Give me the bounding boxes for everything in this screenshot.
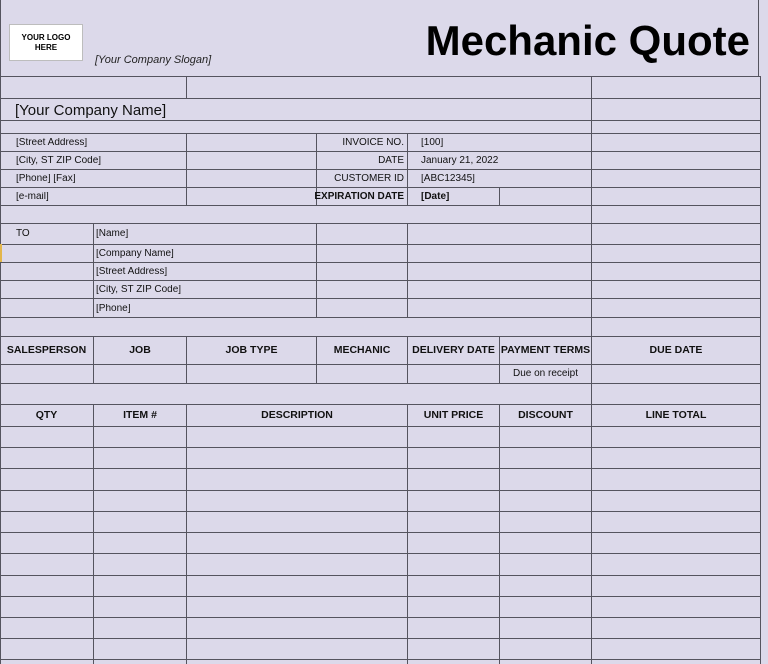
grid-line xyxy=(0,468,760,469)
to-label: TO xyxy=(16,229,30,239)
grid-line xyxy=(0,617,760,618)
header-job-type: JOB TYPE xyxy=(225,344,278,357)
expiration-date-label: EXPIRATION DATE xyxy=(314,192,404,202)
grid-line xyxy=(0,169,760,170)
to-street[interactable]: [Street Address] xyxy=(96,267,168,277)
grid-line xyxy=(93,223,94,317)
company-email[interactable]: [e-mail] xyxy=(16,192,49,202)
sheet-right-border xyxy=(758,0,759,76)
grid-line xyxy=(186,404,187,664)
grid-line xyxy=(0,317,760,318)
grid-line xyxy=(0,532,760,533)
grid-line xyxy=(0,151,760,152)
to-phone[interactable]: [Phone] xyxy=(96,304,131,314)
header-job: JOB xyxy=(129,344,151,357)
grid-line xyxy=(407,223,408,317)
grid-line xyxy=(0,553,760,554)
customer-id-value[interactable]: [ABC12345] xyxy=(421,174,475,184)
header-description: DESCRIPTION xyxy=(261,409,333,422)
header-salesperson: SALESPERSON xyxy=(6,344,87,357)
grid-line xyxy=(499,404,500,664)
grid-line xyxy=(407,404,408,664)
logo-text: YOUR LOGO HERE xyxy=(21,33,71,52)
grid-line xyxy=(93,404,94,664)
header-mechanic: MECHANIC xyxy=(333,344,391,357)
grid-line xyxy=(316,223,317,317)
header-line-total: LINE TOTAL xyxy=(645,409,707,422)
grid-line xyxy=(0,383,760,384)
grid-line xyxy=(0,596,760,597)
payment-terms-value[interactable]: Due on receipt xyxy=(512,368,579,379)
grid-line xyxy=(0,133,760,134)
grid-line xyxy=(0,120,760,121)
company-slogan[interactable]: [Your Company Slogan] xyxy=(95,54,212,66)
date-value[interactable]: January 21, 2022 xyxy=(421,156,499,166)
to-city[interactable]: [City, ST ZIP Code] xyxy=(96,285,182,295)
grid-line xyxy=(0,659,760,660)
invoice-no-label: INVOICE NO. xyxy=(342,138,404,148)
sheet-left-border xyxy=(0,0,1,664)
grid-line xyxy=(186,133,187,205)
company-name[interactable]: [Your Company Name] xyxy=(15,102,167,119)
date-label: DATE xyxy=(378,156,404,166)
grid-line xyxy=(591,76,592,664)
header-delivery-date: DELIVERY DATE xyxy=(412,344,495,357)
grid-line xyxy=(0,223,760,224)
company-logo-placeholder xyxy=(9,24,83,61)
grid-line xyxy=(0,76,760,77)
grid-line xyxy=(0,447,760,448)
header-qty: QTY xyxy=(35,409,58,422)
cell-selection-marker xyxy=(0,244,2,262)
grid-line xyxy=(0,205,760,206)
grid-line xyxy=(0,426,760,427)
grid-line xyxy=(0,575,760,576)
grid-line xyxy=(0,490,760,491)
header-payment-terms: PAYMENT TERMS xyxy=(500,344,591,357)
grid-line xyxy=(0,280,760,281)
expiration-date-value[interactable]: [Date] xyxy=(421,192,450,202)
grid-line xyxy=(760,76,761,664)
grid-line xyxy=(0,262,760,263)
header-unit-price: UNIT PRICE xyxy=(423,409,484,422)
header-discount: DISCOUNT xyxy=(518,409,573,422)
grid-line xyxy=(0,187,760,188)
to-name[interactable]: [Name] xyxy=(96,229,129,239)
grid-line xyxy=(0,364,760,365)
grid-line xyxy=(0,298,760,299)
to-company[interactable]: [Company Name] xyxy=(96,249,174,259)
grid-line xyxy=(0,511,760,512)
grid-line xyxy=(0,98,760,99)
header-item-number: ITEM # xyxy=(123,409,157,422)
company-phone-fax[interactable]: [Phone] [Fax] xyxy=(16,174,76,184)
customer-id-label: CUSTOMER ID xyxy=(334,174,404,184)
header-due-date: DUE DATE xyxy=(649,344,703,357)
company-street[interactable]: [Street Address] xyxy=(16,138,88,148)
document-title: Mechanic Quote xyxy=(425,17,750,64)
grid-line xyxy=(499,187,500,205)
company-city[interactable]: [City, ST ZIP Code] xyxy=(16,156,102,166)
grid-line xyxy=(0,244,760,245)
invoice-no-value[interactable]: [100] xyxy=(421,138,444,148)
grid-line xyxy=(407,133,408,205)
grid-line xyxy=(0,638,760,639)
grid-line xyxy=(186,76,187,98)
